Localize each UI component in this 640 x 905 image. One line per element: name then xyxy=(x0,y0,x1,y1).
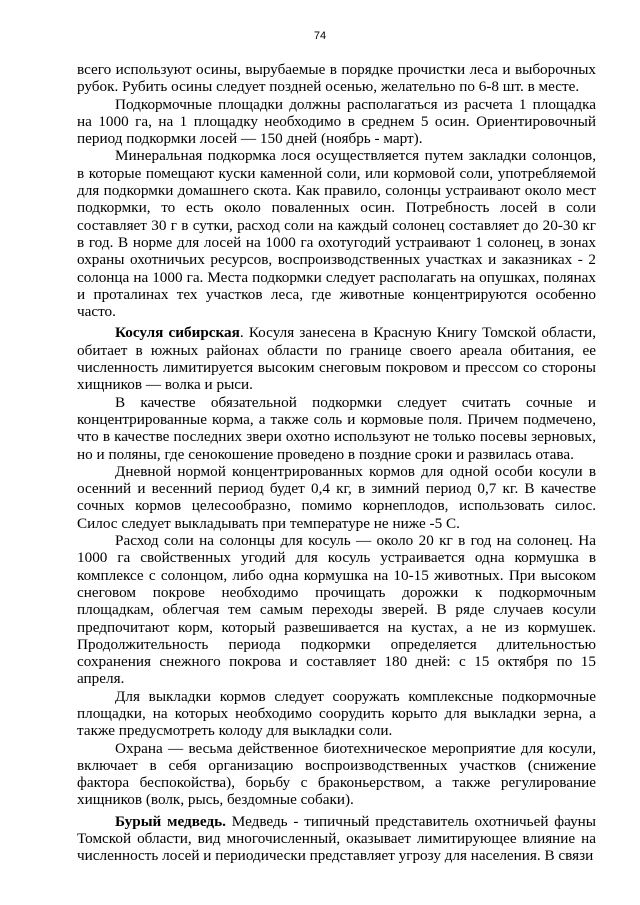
paragraph-continuation xyxy=(77,61,596,96)
paragraph-roe-feeding-sites xyxy=(77,688,596,740)
section-heading-brown-bear: Бурый медведь. xyxy=(115,812,226,830)
section-heading-roe-deer: Косуля сибирская xyxy=(115,324,240,342)
paragraph-roe-deer xyxy=(77,324,596,393)
paragraph-text: Подкормочные площадки должны располагаться из расчета 1 площадка на 1000 га, на 1 площадку необходимо в среднем 5 осин. Ориентировочный период подкормки лосей — 150 дней (ноябрь - март). xyxy=(77,95,596,148)
page-number: 74 xyxy=(313,30,327,42)
paragraph-text: Минеральная подкормка лося осуществляется путем закладки солонцов, в которые помещают куски каменной соли, или кормовой соли, употребляемой для подкормки домашнего скота. Как правило, солонцы устраивают около мест подкормки, то есть около поваленных осин. Потребность лосей в соли составляет 30 г в сутки, расход соли на каждый солонец составляет до 20-30 кг в год. В норме для лосей на 1000 га охотугодий устраивают 1 солонец, в зонах охраны охотничьих ресурсов, воспроизводственных участках и заказниках - 2 солонца на 1000 га. Места подкормки следует располагать на опушках, полянах и проталинах тех участков леса, где животные концентрируются особенно часто. xyxy=(77,147,596,321)
paragraph-roe-protection xyxy=(77,740,596,809)
paragraph-brown-bear xyxy=(77,813,596,865)
paragraph-text: Дневной нормой концентрированных кормов для одной особи косули в осенний и весенний период будет 0,4 кг, в зимний период 0,7 кг. В качестве сочных кормов целесообразно, помимо корнеплодов, использовать силос. Силос следует выкладывать при температуре не ниже -5 С. xyxy=(77,462,596,532)
paragraph-text: . Косуля занесена в Красную Книгу Томской области, обитает в южных районах области по границе своего ареала обитания, ее численность лимитируется высоким снеговым покровом и прессом со стороны хищников — волка и рыси. xyxy=(77,324,596,394)
paragraph-mineral-feeding xyxy=(77,147,596,320)
document-body xyxy=(77,61,596,865)
paragraph-text: Охрана — весьма действенное биотехническое мероприятие для косули, включает в себя организацию воспроизводственных участков (снижение фактора беспокойства), борьбу с браконьерством, а также регулирование хищников (волк, рысь, бездомные собаки). xyxy=(77,739,596,809)
paragraph-text: Медведь - типичный представитель охотничьей фауны Томской области, вид многочисленный, оказывает лимитирующее влияние на численность лосей и периодически представляет угрозу для населения. В связи xyxy=(77,812,596,865)
paragraph-text: В качестве обязательной подкормки следует считать сочные и концентрированные корма, а также соль и кормовые поля. Причем подмечено, что в качестве последних звери охотно используют не только посевы зерновых, но и поляны, где сенокошение проведено в поздние сроки и развилась отава. xyxy=(77,393,596,463)
paragraph-feeding-areas xyxy=(77,96,596,148)
paragraph-text: всего используют осины, вырубаемые в порядке прочистки леса и выборочных рубок. Рубить осины следует поздней осенью, желательно по 6-8 шт. в месте. xyxy=(77,61,596,96)
paragraph-roe-daily-norm xyxy=(77,463,596,532)
paragraph-text: Расход соли на солонцы для косуль — около 20 кг в год на солонец. На 1000 га свойственных угодий для косуль устраивается одна кормушка в комплексе с солонцом, либо одна кормушка на 10-15 животных. При высоком снеговом покрове необходимо прочищать дорожки к подкормочным площадкам, облегчая тем самым переходы зверей. В ряде случаев косули предпочитают корм, который развешивается на кустах, а не из кормушек. Продолжительность периода подкормки определяется длительностью сохранения снежного покрова и составляет 180 дней: с 15 октября по 15 апреля. xyxy=(77,532,596,688)
paragraph-roe-salt xyxy=(77,532,596,688)
paragraph-text: Для выкладки кормов следует сооружать комплексные подкормочные площадки, на которых необходимо соорудить корыто для выкладки зерна, а также предусмотреть колоду для выкладки соли. xyxy=(77,687,596,740)
paragraph-roe-feeding xyxy=(77,394,596,463)
